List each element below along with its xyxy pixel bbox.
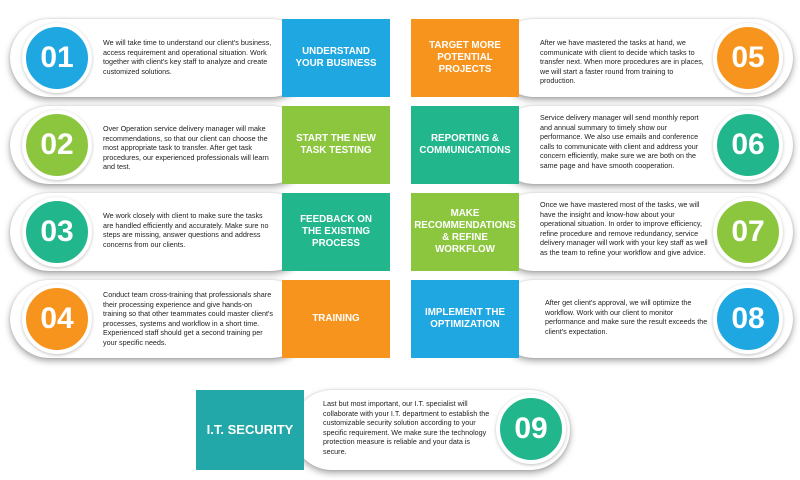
step-06-number: 06 — [713, 110, 783, 180]
step-01-title: UNDERSTAND YOUR BUSINESS — [282, 19, 390, 97]
step-03-description: We work closely with client to make sure the tasks are handled efficiently and accurately. Make sure no steps are missing, answer questions and address concerns from our clients. — [103, 211, 269, 249]
step-02-description: Over Operation service delivery manager will make recommendations, so that our client can choose the most appropriate task to transfer. After get task procedures, our experienced professionals will learn and test. — [103, 124, 269, 171]
step-08-title: IMPLEMENT THE OPTIMIZATION — [411, 280, 519, 358]
step-09-description: Last but most important, our I.T. specialist will collaborate with your I.T. department to establish the customizable security solution according to your specific requirement. We make sure the technology protection measure is reliable and your data is secure. — [323, 399, 490, 456]
step-07-title: MAKE RECOMMENDATIONS & REFINE WORKFLOW — [411, 193, 519, 271]
step-08-description: After get client's approval, we will optimize the workflow. Work with our client to monitor performance and make sure the result exceeds the client's expectation. — [545, 298, 708, 336]
step-08-number: 08 — [713, 284, 783, 354]
step-09-number: 09 — [496, 394, 566, 464]
step-05-description: After we have mastered the tasks at hand, we communicate with client to decide which tasks to transfer next. When more procedures are in places, we will start a faster round from training to production. — [540, 38, 704, 85]
step-09-title: I.T. SECURITY — [196, 390, 304, 470]
step-01-number: 01 — [22, 23, 92, 93]
step-05-title: TARGET MORE POTENTIAL PROJECTS — [411, 19, 519, 97]
step-04-number: 04 — [22, 284, 92, 354]
step-07-description: Once we have mastered most of the tasks, we will have the insight and know-how about your operational situation. In order to improve efficiency, refine procedure and remove redundancy, service delivery manager will work with your key staff as well as the team to refine your workflow and give advice. — [540, 200, 708, 257]
step-02-title: START THE NEW TASK TESTING — [282, 106, 390, 184]
step-02-number: 02 — [22, 110, 92, 180]
step-04-description: Conduct team cross-training that professionals share their processing experience and give hands-on training so that other teammates could master client's processes, systems and workflow in a short time. Experienced staff should get a second training per your specific needs. — [103, 290, 273, 347]
step-06-description: Service delivery manager will send monthly report and annual summary to timely show our performance. We also use emails and conference calls to communicate with client and address your concern efficiently, make sure we are both on the same page and have smooth cooperation. — [540, 113, 699, 170]
step-04-title: TRAINING — [282, 280, 390, 358]
step-03-title: FEEDBACK ON THE EXISTING PROCESS — [282, 193, 390, 271]
step-07-number: 07 — [713, 197, 783, 267]
step-06-title: REPORTING & COMMUNICATIONS — [411, 106, 519, 184]
step-03-number: 03 — [22, 197, 92, 267]
step-01-description: We will take time to understand our client's business, access requirement and operational situation. Work together with client's key staff to analyze and create customized solutions. — [103, 38, 272, 76]
step-05-number: 05 — [713, 23, 783, 93]
